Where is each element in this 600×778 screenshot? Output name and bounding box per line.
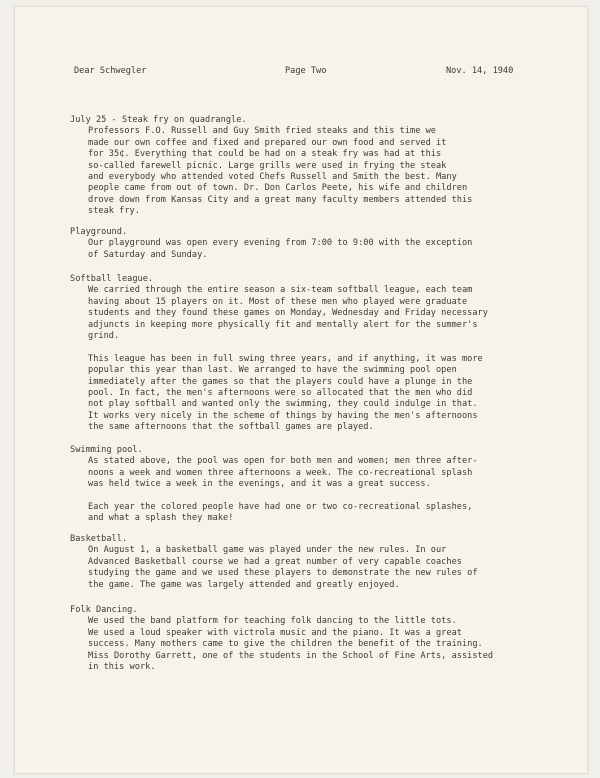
body-line: was held twice a week in the evenings, and it was a great success. xyxy=(88,479,431,490)
body-line: the game. The game was largely attended and greatly enjoyed. xyxy=(88,579,400,590)
body-line: for 35¢. Everything that could be had on a steak fry was had at this xyxy=(88,149,442,160)
body-line: studying the game and we used these players to demonstrate the new rules of xyxy=(88,568,478,579)
body-line: so-called farewell picnic. Large grills were used in frying the steak xyxy=(88,160,447,171)
section-heading: July 25 - Steak fry on quadrangle. xyxy=(70,115,247,125)
body-line: in this work. xyxy=(88,662,156,672)
body-line: people came from out of town. Dr. Don Carlos Peete, his wife and children xyxy=(88,183,468,194)
body-line: We carried through the entire season a six-team softball league, each team xyxy=(88,285,473,296)
body-line: steak fry. xyxy=(88,206,140,217)
body-line: On August 1, a basketball game was played under the new rules. In our xyxy=(88,545,447,556)
section-heading: Playground. xyxy=(70,227,128,237)
body-line: students and they found these games on Monday, Wednesday and Friday necessary xyxy=(88,308,488,319)
body-line: It works very nicely in the scheme of things by having the men's afternoons xyxy=(88,410,478,421)
section-heading: Softball league. xyxy=(70,274,154,284)
body-line: Advanced Basketball course we had a great number of very capable coaches xyxy=(88,556,462,567)
body-line: made our own coffee and fixed and prepared our own food and served it xyxy=(88,137,447,148)
body-line: grind. xyxy=(88,331,120,341)
body-line: We used a loud speaker with victrola music and the piano. It was a great xyxy=(88,627,462,638)
body-line: Our playground was open every evening from 7:00 to 9:00 with the exception xyxy=(88,238,473,249)
body-line: adjuncts in keeping more physically fit and mentally alert for the summer's xyxy=(88,319,478,330)
body-line: success. Many mothers came to give the children the benefit of the training. xyxy=(88,639,483,650)
section-heading: Folk Dancing. xyxy=(70,605,138,615)
body-line: Professors F.O. Russell and Guy Smith fried steaks and this time we xyxy=(88,126,436,137)
body-line: not play softball and wanted only the swimming, they could indulge in that. xyxy=(88,399,478,410)
body-line: pool. In fact, the men's afternoons were so allocated that the men who did xyxy=(88,388,473,398)
body-line: Miss Dorothy Garrett, one of the students in the School of Fine Arts, assisted xyxy=(88,650,494,661)
body-line: This league has been in full swing three years, and if anything, it was more xyxy=(88,353,483,364)
body-line: Each year the colored people have had one or two co-recreational splashes, xyxy=(88,502,473,512)
body-line: drove down from Kansas City and a great many faculty members attended this xyxy=(88,194,473,205)
header-date: Nov. 14, 1940 xyxy=(446,66,514,76)
body-line: popular this year than last. We arranged to have the swimming pool open xyxy=(88,365,457,376)
body-line: immediately after the games so that the players could have a plunge in the xyxy=(88,376,473,387)
body-line: and everybody who attended voted Chefs Russell and Smith the best. Many xyxy=(88,172,457,182)
section-heading: Swimming pool. xyxy=(70,445,143,455)
body-line: the same afternoons that the softball games are played. xyxy=(88,422,374,433)
body-line: As stated above, the pool was open for both men and women; men three after- xyxy=(88,456,478,467)
header-page-number: Page Two xyxy=(285,66,327,76)
body-line: noons a week and women three afternoons a week. The co-recreational splash xyxy=(88,467,473,478)
body-line: of Saturday and Sunday. xyxy=(88,249,208,260)
header-salutation: Dear Schwegler xyxy=(74,66,147,76)
body-line: We used the band platform for teaching folk dancing to the little tots. xyxy=(88,616,457,627)
body-line: and what a splash they make! xyxy=(88,513,234,524)
section-heading: Basketball. xyxy=(70,534,128,544)
body-line: having about 15 players on it. Most of these men who played were graduate xyxy=(88,296,468,307)
